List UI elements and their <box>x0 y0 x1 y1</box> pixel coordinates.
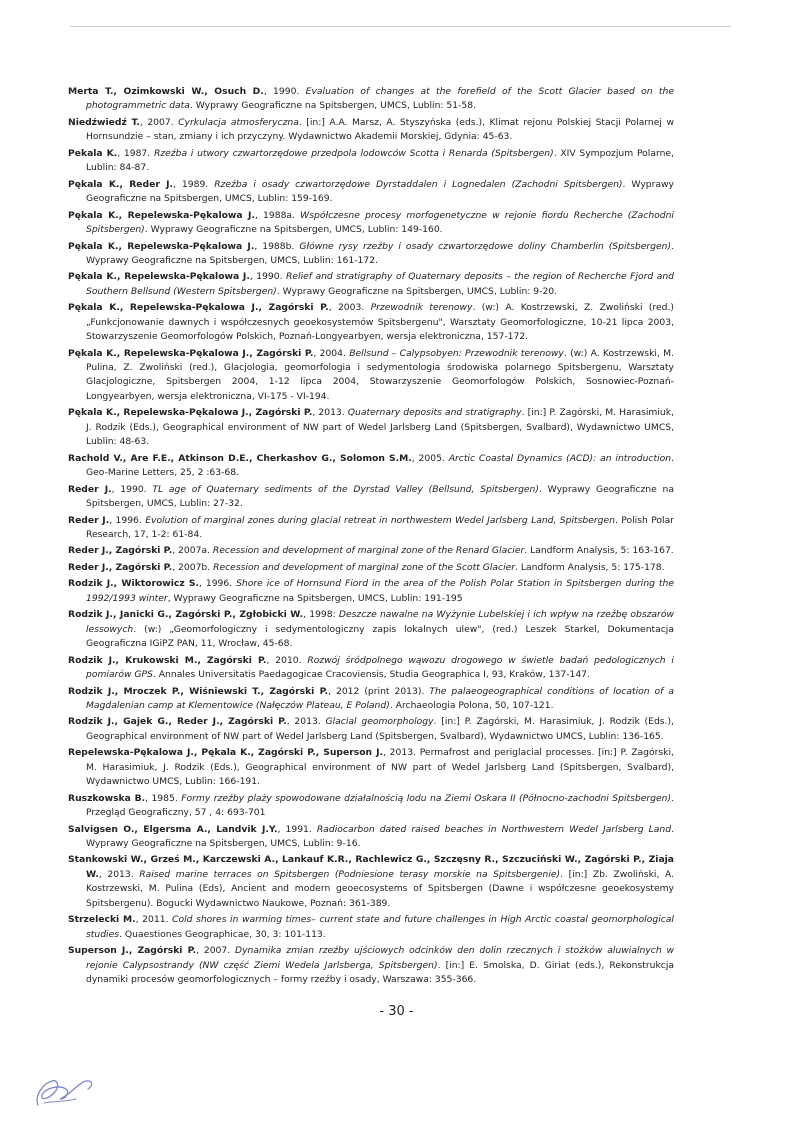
reference-title: Evaluation of changes at the forefield of the Scott Glacier based on the photogrammetric data <box>86 86 674 112</box>
reference-year: , 2007a. <box>172 545 213 557</box>
reference-year: , 1987. <box>117 147 154 159</box>
reference-source: . Wyprawy Geograficzne na Spitsbergen, UMCS, Lublin: 51-58. <box>189 100 477 112</box>
reference-authors: Reder J., Zagórski P. <box>68 561 173 573</box>
reference-year: , 1996. <box>109 514 146 526</box>
reference-authors: Pękala K., Repelewska-Pękalowa J. <box>68 271 250 283</box>
reference-item <box>68 483 674 512</box>
reference-year: , 2011. <box>135 914 173 926</box>
reference-authors: Ruszkowska B. <box>68 792 146 804</box>
reference-source: . XIV Sympozjum Polarne, Lublin: 84-87. <box>86 147 674 174</box>
reference-source: . Archaeologia Polona, 50, 107-121. <box>389 699 554 711</box>
reference-authors: Pękala K., Repelewska-Pękalowa J., Zagórski P. <box>68 347 314 359</box>
reference-item <box>68 209 674 238</box>
reference-source: . [in:] P. Zagórski, M. Harasimiuk, J. Rodzik (Eds.), Geographical environment of NW part of Wedel Jarlsberg Land (Spitsbergen, Svalbard), Wydawnictwo UMCS, Lublin: 136-165. <box>86 716 674 742</box>
page-number: - 30 - <box>379 1004 414 1019</box>
reference-title: Przewodnik terenowy <box>370 302 473 314</box>
reference-authors: Pękala K., Repelewska-Pękalowa J., Zagórski P. <box>68 302 329 314</box>
reference-item <box>68 301 674 344</box>
reference-year: , 1985. <box>145 792 182 804</box>
reference-source: . Geo-Marine Letters, 25, 2 :63-68. <box>86 452 674 479</box>
reference-authors: Niedźwiedź T. <box>68 116 140 128</box>
reference-authors: Merta T., Ozimkowski W., Osuch D. <box>68 86 264 97</box>
reference-year: , 2013. <box>286 716 326 728</box>
reference-authors: Rodzik J., Janicki G., Zagórski P., Zgłobicki W. <box>68 609 304 621</box>
reference-item <box>68 913 674 942</box>
reference-year: , 1989. <box>173 178 215 190</box>
reference-title: Shore ice of Hornsund Fiord in the area of the Polish Polar Station in Spitsbergen during the 1992/1993 winter <box>86 578 674 604</box>
reference-year: , 1996. <box>199 578 237 590</box>
reference-authors: Pękala K., Repelewska-Pękalowa J. <box>68 209 255 221</box>
reference-year: , 2005. <box>411 452 449 464</box>
reference-title: Evolution of marginal zones during glacial retreat in northwestem Wedel Jarlsberg Land, Spitsbergen <box>145 514 615 526</box>
reference-item <box>68 577 674 606</box>
reference-title: Rzeźba i osady czwartorzędowe Dyrstaddalen i Lognedalen (Zachodni Spitsbergen) <box>214 178 623 190</box>
reference-authors: Rodzik J., Gajek G., Reder J., Zagórski P. <box>68 716 287 728</box>
reference-title: Cyrkulacja atmosferyczna <box>178 116 299 128</box>
reference-source: Permafrost and periglacial processes. [in:] P. Zagórski, M. Harasimiuk, J. Rodzik (Eds.), Geographical environment of NW part of Wedel Jarlsberg Land (Spitsbergen, Svalbard), Wydawnictwo UMCS, Lublin: 166-191. <box>86 747 674 788</box>
reference-source: . Wyprawy Geograficzne na Spitsbergen, UMCS, Lublin: 27-32. <box>86 483 674 509</box>
reference-item <box>68 178 674 207</box>
top-rule <box>70 26 731 27</box>
reference-item <box>68 270 674 299</box>
reference-year: , 2007. <box>196 945 236 957</box>
reference-source: . Wyprawy Geograficzne na Spitsbergen, UMCS, Lublin: 9-20. <box>276 285 558 297</box>
reference-source: . Landform Analysis, 5: 175-178. <box>515 561 665 573</box>
reference-item <box>68 452 674 481</box>
reference-authors: Stankowski W., Grześ M., Karczewski A., Lankauf K.R., Rachlewicz G., Szczęsny R., Szczuciński W., Zagórski P., Ziaja W. <box>68 854 674 880</box>
reference-item <box>68 715 674 744</box>
reference-source: . (w:) A. Kostrzewski, Z. Zwoliński (red.) „Funkcjonowanie dawnych i współczesnych geoekosystemów Spitsbergenu", Warsztaty Geomorfologiczne, 10-21 lipca 2003, Stowarzyszenie Geomorfologów Polskich, Poznań-Longyearbyen, wersja elektroniczna, 157-172. <box>86 302 674 343</box>
reference-authors: Rodzik J., Mroczek P., Wiśniewski T., Zagórski P. <box>68 685 329 697</box>
reference-item <box>68 514 674 543</box>
reference-source: . Przegląd Geograficzny, 57 , 4: 693-701 <box>86 792 674 819</box>
reference-year: , 1990. <box>263 86 306 97</box>
reference-item <box>68 746 674 789</box>
reference-source: . [in:] P. Zagórski, M. Harasimiuk, J. Rodzik (Eds.), Geographical environment of NW part of Wedel Jarlsberg Land (Spitsbergen, Svalbard), Wydawnictwo UMCS, Lublin: 48-63. <box>86 407 674 448</box>
reference-title: Recession and development of marginal zone of the Scott Glacier <box>213 561 516 573</box>
reference-item <box>68 240 674 269</box>
reference-title: Recession and development of marginal zone of the Renard Glacier <box>212 545 525 557</box>
reference-title: Rzeźba i utwory czwartorzędowe przedpola lodowców Scotta i Renarda (Spitsbergen) <box>153 147 554 159</box>
reference-source: , Wyprawy Geograficzne na Spitsbergen, UMCS, Lublin: 191-195 <box>167 592 463 604</box>
reference-authors: Pekala K. <box>68 147 118 159</box>
reference-source: . Wyprawy Geograficzne na Spitsbergen, UMCS, Lublin: 9-16. <box>86 823 674 849</box>
reference-source: . (w:) „Geomorfologiczny i sedymentologiczny zapis lokalnych ulew", (red.) Leszek Starkel, Dokumentacja Geograficzna IGiPZ PAN, 11, Wrocław, 45-68. <box>86 623 674 650</box>
reference-source: . Wyprawy Geograficzne na Spitsbergen, UMCS, Lublin: 161-172. <box>86 240 674 266</box>
reference-authors: Rachold V., Are F.E., Atkinson D.E., Cherkashov G., Solomon S.M. <box>68 452 412 464</box>
reference-item <box>68 853 674 911</box>
reference-item <box>68 116 674 145</box>
reference-source: . Wyprawy Geograficzne na Spitsbergen, UMCS, Lublin: 159-169. <box>86 178 674 205</box>
reference-year: , 2013. <box>312 407 348 419</box>
reference-title: Główne rysy rzeźby i osady czwartorzędowe doliny Chamberlin (Spitsbergen) <box>299 240 672 252</box>
reference-item <box>68 544 674 558</box>
reference-authors: Salvigsen O., Elgersma A., Landvik J.Y. <box>68 823 278 835</box>
reference-title: Radiocarbon dated raised beaches in Northwestern Wedel Jarlsberg Land <box>316 823 672 835</box>
reference-authors: Rodzik J., Wiktorowicz S. <box>68 578 200 590</box>
reference-year: , 1988b. <box>254 240 300 252</box>
reference-item <box>68 823 674 852</box>
reference-title: Formy rzeźby plaży spowodowane działalnością lodu na Ziemi Oskara II (Północno-zachodni Spitsbergen) <box>181 792 672 804</box>
reference-year: , 1988a. <box>254 209 301 221</box>
reference-year: , 1998: <box>303 609 339 621</box>
reference-year: , 2003. <box>328 302 371 314</box>
reference-source: . Annales Universitatis Paedagogicae Cracoviensis, Studia Geographica I, 93, Kraków, 137-147. <box>152 669 590 681</box>
reference-year: , 2013. <box>383 747 420 759</box>
reference-source: . [in:] Zb. Zwoliński, A. Kostrzewski, M. Pulina (Eds), Ancient and modern geoecosystems of Spitsbergen (Dawne i współczesne geoekosystemy Spitsbergenu). Bogucki Wydawnictwo Naukowe, Poznań: 361-389. <box>86 868 674 909</box>
reference-item <box>68 561 674 575</box>
reference-item <box>68 608 674 651</box>
reference-authors: Rodzik J., Krukowski M., Zagórski P. <box>68 654 267 666</box>
reference-year: , 2004. <box>313 347 350 359</box>
reference-item <box>68 147 674 176</box>
handwritten-signature <box>30 1065 100 1110</box>
reference-source: . [in:] A.A. Marsz, A. Styszyńska (eds.), Klimat rejonu Polskiej Stacji Polarnej w Hornsundzie – stan, zmiany i ich przyczyny. Wydawnictwo Akademii Morskiej, Gdynia: 45-63. <box>86 116 674 143</box>
reference-list <box>68 85 674 989</box>
reference-authors: Repelewska-Pękalowa J., Pękala K., Zagórski P., Superson J. <box>68 747 383 759</box>
reference-year: , 1991. <box>277 823 317 835</box>
reference-item <box>68 85 674 114</box>
reference-item <box>68 406 674 449</box>
reference-title: Quaternary deposits and stratigraphy <box>347 407 522 419</box>
reference-title: Współczesne procesy morfogenetyczne w rejonie fiordu Recherche (Zachodni Spitsbergen) <box>86 209 674 236</box>
reference-authors: Pękala K., Reder J. <box>68 178 174 190</box>
reference-source: . Landform Analysis, 5: 163-167. <box>524 545 674 557</box>
reference-title: Dynamika zmian rzeźby ujściowych odcinków den dolin rzecznych i stożków aluwialnych w rejonie Calypsostrandy (NW część Ziemi Wedela Jarlsberga, Spitsbergen) <box>86 945 674 971</box>
reference-title: Glacial geomorphology <box>325 716 434 728</box>
reference-source: . (w:) A. Kostrzewski, M. Pulina, Z. Zwoliński (red.), Glacjologia, geomorfologia i sedymentologia środowiska polarnego Spitsbergenu, Warsztaty Glacjologiczne, Spitsbergen 2004, 1-12 lipca 2004, Stowarzyszenie Geomorfologów Polskich, Sosnowiec-Poznań- Longyearbyen, wersja elektroniczna, VI-175 - VI-194. <box>86 347 674 402</box>
reference-source: . Wyprawy Geograficzne na Spitsbergen, UMCS, Lublin: 149-160. <box>144 224 443 236</box>
reference-authors: Pękala K., Repelewska-Pękalowa J. <box>68 240 255 252</box>
reference-year: , 1990. <box>249 271 286 283</box>
reference-source: . Polish Polar Research, 17, 1-2: 61-84. <box>86 514 674 540</box>
reference-year: , 2007b. <box>172 561 214 573</box>
reference-authors: Reder J., Zagórski P. <box>68 545 173 557</box>
reference-title: Raised marine terraces on Spitsbergen (Podniesione terasy morskie na Spitsbergenie) <box>139 868 561 880</box>
reference-year: , 2013. <box>98 868 140 880</box>
reference-authors: Reder J. <box>68 514 110 526</box>
reference-title: TL age of Quaternary sediments of the Dyrstad Valley (Bellsund, Spitsbergen) <box>152 483 539 495</box>
reference-title: Rozwój śródpolnego wąwozu drogowego w świetle badań pedologicznych i pomiarów GPS <box>86 654 674 681</box>
reference-item <box>68 792 674 821</box>
reference-year: , 2010. <box>266 654 308 666</box>
reference-source: . [in:] E. Smolska, D. Giriat (eds.), Rekonstrukcja dynamiki procesów geomorfologicznych – formy rzeźby i osady, Warszawa: 355-366. <box>86 959 674 985</box>
reference-title: Cold shores in warming times– current state and future challenges in High Arctic coastal geomorphological studies <box>86 914 674 940</box>
reference-title: Arctic Coastal Dynamics (ACD): an introduction <box>448 452 672 464</box>
reference-title: Bellsund – Calypsobyen: Przewodnik terenowy <box>349 347 564 359</box>
reference-source: . Quaestiones Geographicae, 30, 3: 101-113. <box>119 928 326 940</box>
reference-title: The palaeogeographical conditions of location of a Magdalenian camp at Klementowice (Nałęczów Plateau, E Poland) <box>86 685 674 711</box>
reference-year: , 2012 (print 2013). <box>328 685 430 697</box>
reference-authors: Reder J. <box>68 483 112 495</box>
reference-year: , 2007. <box>139 116 179 128</box>
reference-authors: Strzelecki M. <box>68 914 136 926</box>
reference-item <box>68 944 674 987</box>
reference-item <box>68 654 674 683</box>
reference-authors: Pękala K., Repelewska-Pękalowa J., Zagórski P. <box>68 407 313 419</box>
reference-title: Relief and stratigraphy of Quaternary deposits – the region of Recherche Fjord and Southern Bellsund (Western Spitsbergen) <box>86 271 674 297</box>
reference-item <box>68 347 674 405</box>
reference-item <box>68 685 674 714</box>
reference-title: Deszcze nawalne na Wyżynie Lubelskiej i ich wpływ na rzeźbę obszarów lessowych <box>86 609 674 635</box>
reference-authors: Superson J., Zagórski P. <box>68 945 197 957</box>
reference-year: , 1990. <box>111 483 153 495</box>
